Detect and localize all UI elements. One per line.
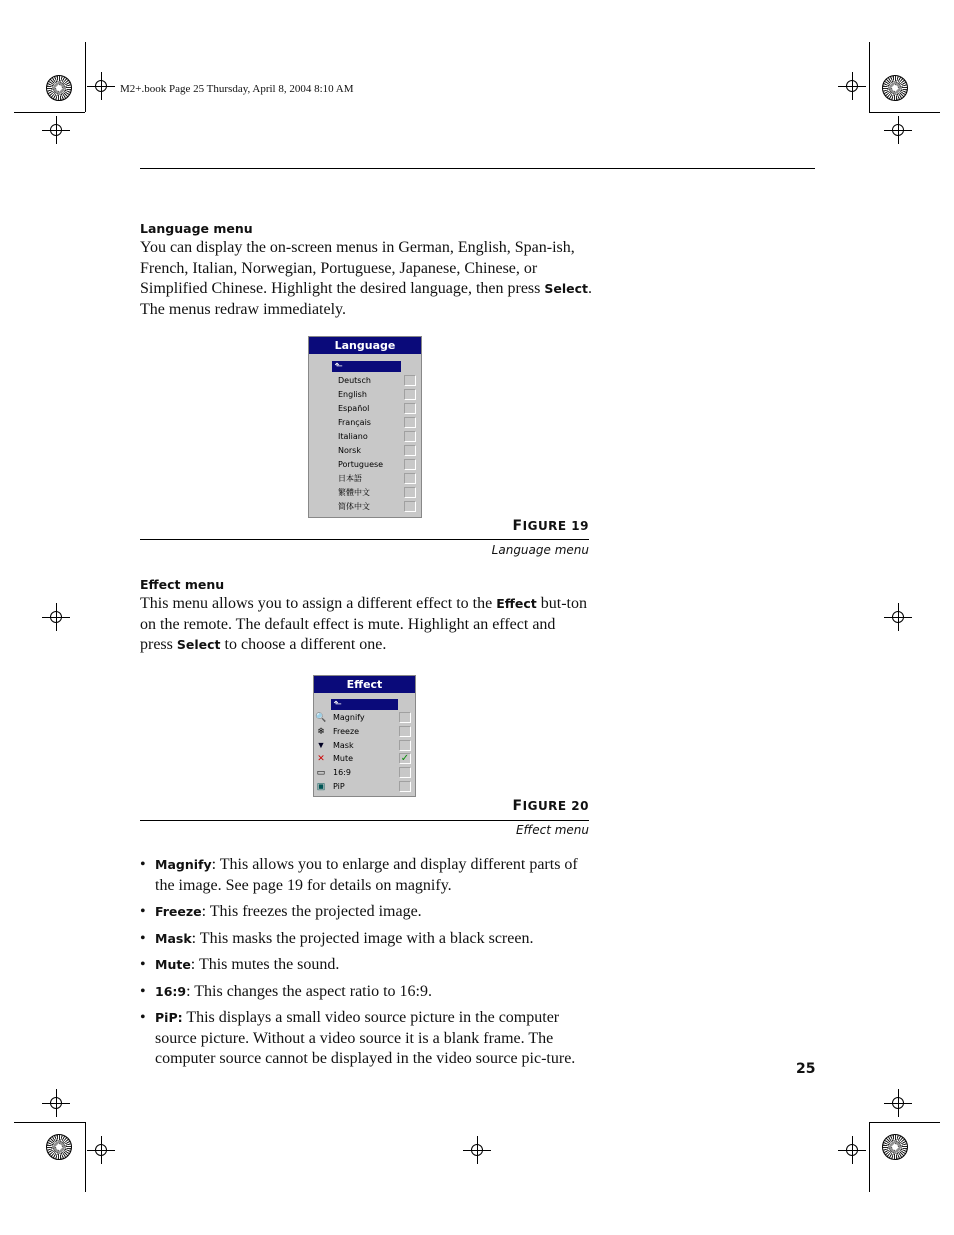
freeze-icon: ❄ [317, 725, 325, 736]
effect-section-title: Effect menu [140, 577, 225, 592]
checkbox[interactable] [399, 767, 411, 778]
crosshair-icon [892, 611, 904, 623]
crosshair-icon [50, 124, 62, 136]
effect-option[interactable]: Magnify [333, 713, 365, 722]
checkbox[interactable] [404, 501, 416, 512]
list-item: • Mute: This mutes the sound. [140, 956, 340, 973]
language-menu-screenshot [308, 336, 422, 518]
bullet-text: : This allows you to enlarge and display different parts of the image. See page 19 for details on magnify. [155, 856, 578, 894]
bullet-text: This displays a small video source picture in the computer source picture. Without a video source it is a blank frame. The computer source cannot be displayed in the video source pic-ture. [155, 1009, 576, 1067]
effect-option[interactable]: Freeze [333, 726, 360, 736]
checkbox[interactable] [404, 403, 416, 414]
figure-label-rest: IGURE 20 [522, 799, 589, 813]
language-option[interactable]: Français [338, 418, 371, 427]
language-option[interactable]: Español [338, 404, 370, 413]
crop-line [85, 1122, 86, 1192]
checkbox[interactable] [399, 712, 411, 723]
language-menu-title: Language [309, 337, 421, 354]
crosshair-icon [471, 1144, 483, 1156]
checkbox[interactable] [404, 459, 416, 470]
list-item: • Mask: This masks the projected image with a black screen. [140, 930, 534, 947]
select-keyword: Select [176, 637, 221, 652]
crop-line [869, 1122, 940, 1123]
bullet-text: : This freezes the projected image. [201, 903, 422, 920]
figure-19-label [440, 518, 589, 534]
effect-section-body [140, 594, 592, 656]
language-option[interactable]: 简体中文 [338, 502, 370, 511]
body-text: to choose a different one. [220, 636, 387, 653]
effect-option[interactable]: Mute [333, 754, 354, 764]
crosshair-icon [50, 1097, 62, 1109]
checkbox[interactable] [399, 740, 411, 751]
language-option[interactable]: Portuguese [338, 460, 384, 469]
bullet-keyword: Mute [155, 957, 191, 972]
bullet-text: : This masks the projected image with a black screen. [191, 930, 534, 947]
pip-icon: ▣ [316, 781, 326, 791]
body-text: . The menus redraw immediately. [140, 280, 593, 318]
registration-target-icon [882, 1134, 908, 1160]
checkbox[interactable] [404, 417, 416, 428]
body-text: You can display the on-screen menus in German, English, Span-ish, French, Italian, Norwegian, Portuguese, Japanese, Chinese, or Simplified Chinese. Highlight the desired language, then press [140, 239, 575, 297]
checkmark-icon[interactable]: ✓ [400, 753, 410, 765]
effect-keyword: Effect [496, 596, 537, 611]
checkbox[interactable] [404, 431, 416, 442]
registration-target-icon [46, 75, 72, 101]
bullet-keyword: Freeze [155, 904, 202, 919]
language-section-body [140, 238, 592, 320]
figure-rule [140, 539, 589, 540]
bullet-keyword: PiP: [155, 1010, 183, 1025]
registration-target-icon [882, 75, 908, 101]
bullet-text: : This mutes the sound. [190, 956, 340, 973]
figure-label-prefix: F [512, 798, 523, 814]
language-option[interactable]: Italiano [338, 432, 368, 441]
body-text: This menu allows you to assign a different effect to the [140, 595, 497, 612]
language-option[interactable]: 日本語 [338, 474, 362, 483]
checkbox[interactable] [404, 389, 416, 400]
page-number: 25 [796, 1061, 816, 1077]
crop-line [85, 42, 86, 112]
bullet-keyword: Magnify [155, 857, 212, 872]
checkbox[interactable] [404, 487, 416, 498]
crop-line [869, 112, 940, 113]
language-section-title: Language menu [140, 221, 253, 236]
crosshair-icon [892, 1097, 904, 1109]
crosshair-icon [846, 80, 858, 92]
checkbox[interactable] [404, 445, 416, 456]
effect-menu-screenshot [313, 675, 416, 797]
crosshair-icon [892, 124, 904, 136]
bullet-keyword: 16:9 [155, 984, 187, 999]
aspect-ratio-icon: ▭ [316, 767, 326, 778]
effect-option[interactable]: PiP [333, 782, 345, 791]
list-item: • 16:9: This changes the aspect ratio to 16:9. [140, 983, 432, 1000]
crop-line [14, 1122, 85, 1123]
return-arrow-icon: ⬑ [332, 361, 401, 372]
figure-label-rest: IGURE 19 [522, 519, 589, 533]
bullet-text: : This changes the aspect ratio to 16:9. [186, 983, 432, 1000]
crop-line [869, 42, 870, 112]
list-item: • Magnify: This allows you to enlarge and display different parts of the image. See page 19 for details on magnify. [140, 856, 578, 894]
mute-icon: ✕ [317, 753, 325, 764]
bullet-keyword: Mask [155, 931, 192, 946]
figure-20-label [440, 798, 589, 814]
crosshair-icon [50, 611, 62, 623]
checkbox[interactable] [399, 781, 411, 792]
crosshair-icon [95, 80, 107, 92]
effect-menu-title: Effect [314, 676, 415, 693]
registration-target-icon [46, 1134, 72, 1160]
crop-line [14, 112, 85, 113]
list-item: • PiP: This displays a small video source picture in the computer source picture. Without a video source it is a blank frame. The computer source cannot be displayed in the video source pic-ture. [140, 1009, 576, 1067]
list-item: • Freeze: This freezes the projected image. [140, 903, 422, 920]
crosshair-icon [95, 1144, 107, 1156]
crop-line [869, 1122, 870, 1192]
magnify-icon: 🔍 [315, 712, 327, 722]
figure-rule [140, 820, 589, 821]
figure-19-caption: Language menu [491, 543, 589, 557]
header-rule [140, 168, 815, 169]
checkbox[interactable] [404, 375, 416, 386]
language-option[interactable]: 繁體中文 [338, 488, 370, 497]
effect-option[interactable]: Mask [333, 740, 354, 750]
select-keyword: Select [544, 281, 589, 296]
mask-icon: ▼ [316, 739, 326, 750]
language-option[interactable]: English [338, 390, 367, 399]
figure-label-prefix: F [512, 518, 523, 534]
checkbox[interactable] [399, 726, 411, 737]
crosshair-icon [846, 1144, 858, 1156]
return-arrow-icon: ⬑ [331, 699, 398, 710]
body-text: but-ton on the remote. The default effect is mute. Highlight an effect and press [140, 595, 587, 653]
language-option[interactable]: Deutsch [338, 376, 371, 385]
language-option[interactable]: Norsk [338, 446, 361, 455]
checkbox[interactable] [404, 473, 416, 484]
effect-option[interactable]: 16:9 [333, 768, 351, 778]
book-header-note: M2+.book Page 25 Thursday, April 8, 2004 8:10 AM [120, 83, 354, 95]
figure-20-caption: Effect menu [515, 823, 589, 837]
